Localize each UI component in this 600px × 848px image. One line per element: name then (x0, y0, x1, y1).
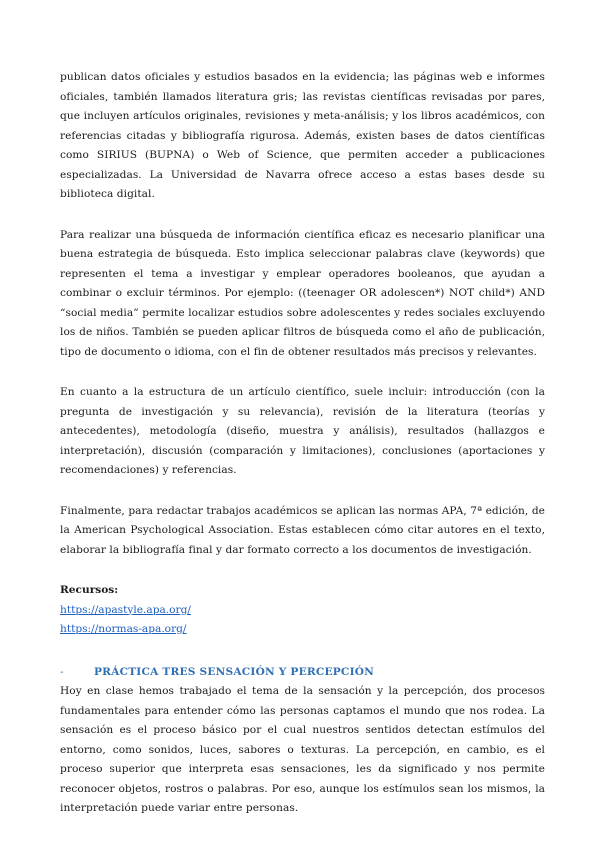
resources-title: Recursos: (60, 584, 119, 596)
paragraph-search-strategy: Para realizar una búsqueda de información científica eficaz es necesario planificar una buena estrategia de búsqueda. Esto implica seleccionar palabras clave (keywords) que representen el tema a investigar y emplear operadores booleanos, que ayudan a combinar o excluir términos. Por ejemplo: ((teenager OR adolescen*) NOT child*) AND “social media” permite localizar estudios sobre adolescentes y redes sociales excluyendo los de niños. También se pueden aplicar filtros de búsqueda como el año de publicación, tipo de documento o idioma, con el fin de obtener resultados más precisos y relevantes. (60, 228, 545, 358)
section-heading (60, 663, 545, 683)
paragraph-apa-norms: Finalmente, para redactar trabajos académicos se aplican las normas APA, 7ª edición, de la American Psychological Association. Estas establecen cómo citar autores en el texto, elaborar la bibliografía final y dar formato correcto a los documentos de investigación. (60, 504, 545, 556)
resources-section (60, 581, 545, 640)
section-title: PRÁCTICA TRES SENSACIÓN Y PERCEPCIÓN (94, 665, 375, 678)
paragraph-article-structure: En cuanto a la estructura de un artículo científico, suele incluir: introducción (con la pregunta de investigación y su relevancia), revisión de la literatura (teorías y antecedentes), metodología (diseño, muestra y análisis), resultados (hallazgos e interpretación), discusión (comparación y limitaciones), conclusiones (aportaciones y recomendaciones) y referencias. (60, 386, 545, 476)
resource-link-apastyle[interactable]: https://apastyle.apa.org/ (60, 603, 191, 616)
paragraph-sources: publican datos oficiales y estudios basados en la evidencia; las páginas web e informes oficiales, también llamados literatura gris; las revistas científicas revisadas por pares, que incluyen artículos originales, revisiones y meta-análisis; y los libros académicos, con referencias citadas y bibliografía rigurosa. Además, existen bases de datos científicas como SIRIUS (BUPNA) o Web of Science, que permiten acceder a publicaciones especializadas. La Universidad de Navarra ofrece acceso a estas bases desde su biblioteca digital. (60, 71, 545, 200)
resource-link-normas-apa[interactable]: https://normas-apa.org/ (60, 623, 187, 635)
document-body (60, 68, 545, 840)
paragraph-sensation-perception: Hoy en clase hemos trabajado el tema de la sensación y la percepción, dos procesos fundamentales para entender cómo las personas captamos el mundo que nos rodea. La sensación es el proceso básico por el cual nuestros sentidos detectan estímulos del entorno, como sonidos, luces, sabores o texturas. La percepción, en cambio, es el proceso superior que interpreta esas sensaciones, les da significado y nos permite reconocer objetos, rostros o palabras. Por eso, aunque los estímulos sean los mismos, la interpretación puede variar entre personas. (60, 685, 545, 814)
section-bullet: - (60, 665, 64, 678)
